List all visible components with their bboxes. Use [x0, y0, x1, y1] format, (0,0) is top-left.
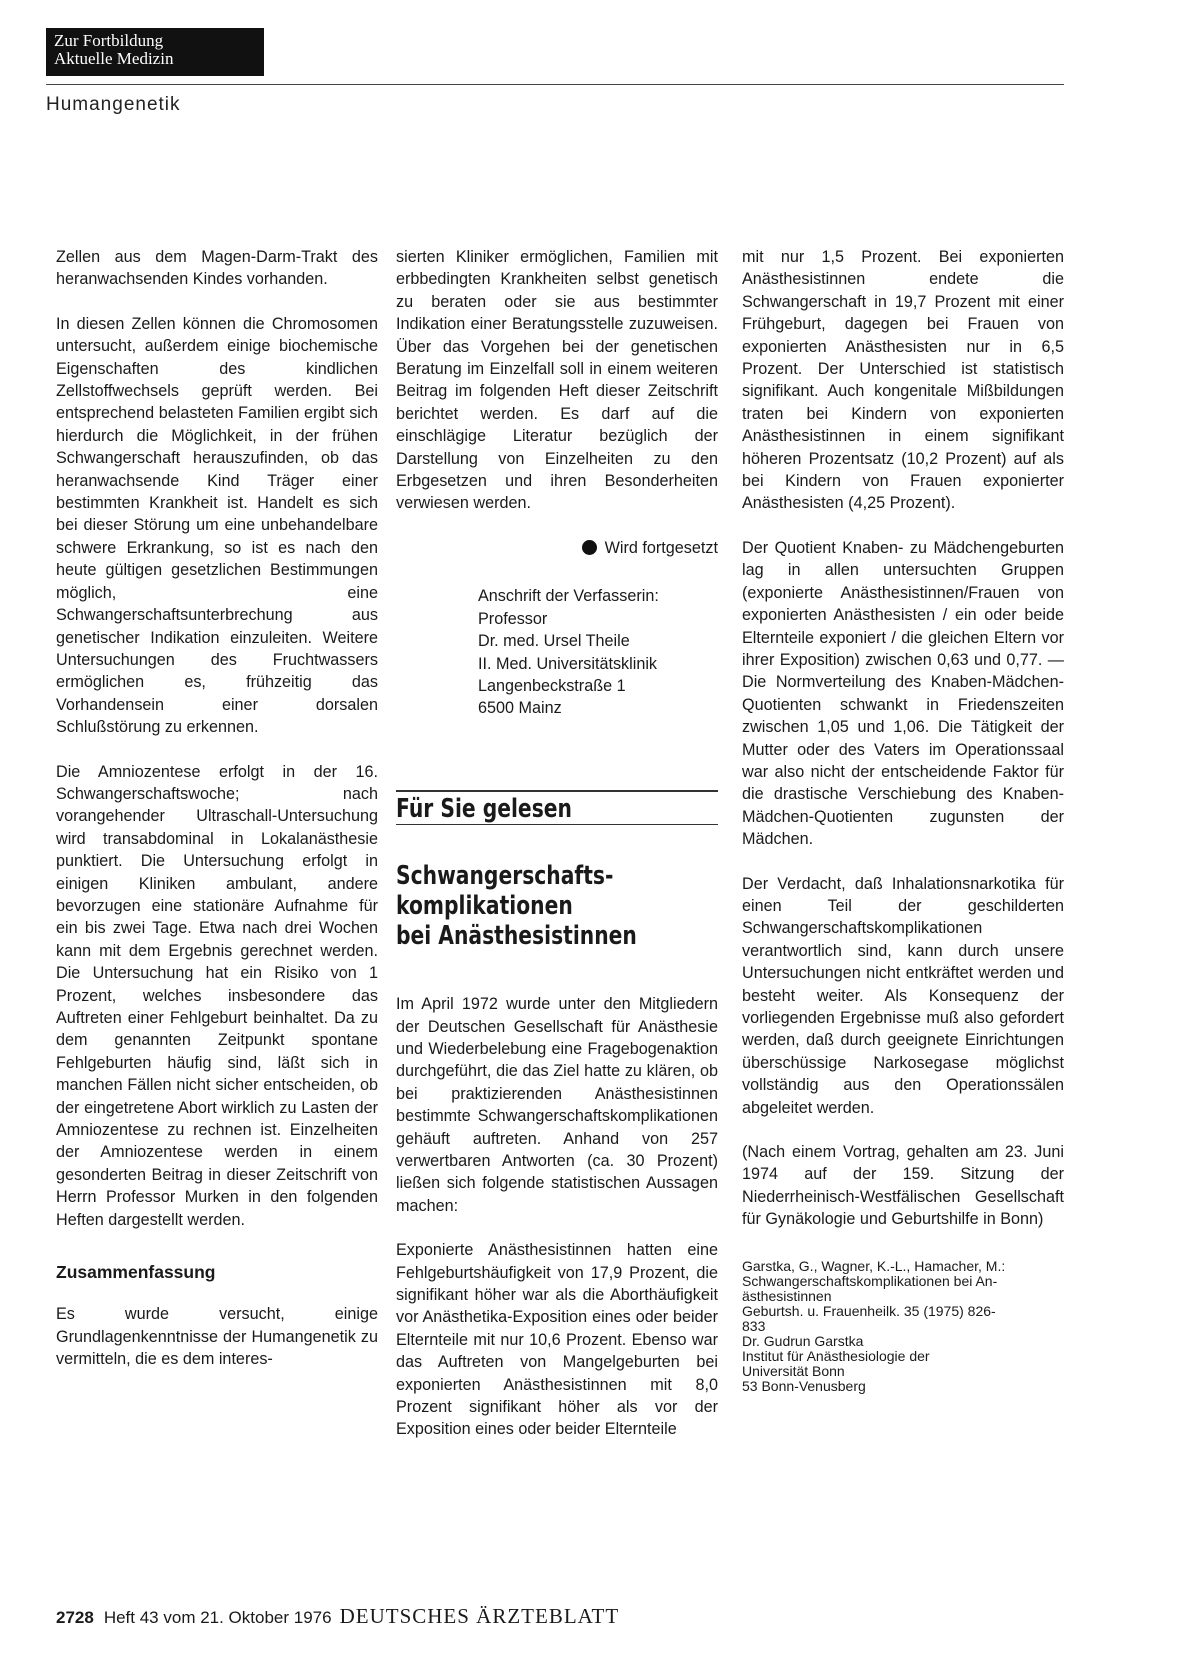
page-footer	[56, 1604, 619, 1629]
reference-block	[742, 1259, 1064, 1394]
rubric-rule-top	[396, 790, 718, 792]
paragraph: Der Quotient Knaben- zu Mädchengeburten lag in allen untersuchten Gruppen (exponierte Anästhesistinnen/Frauen von exponierten Anästhesisten / ein oder beide Elternteile exponiert / die gleichen Eltern vor ihrer Exposition) zwischen 0,63 und 0,77. — Die Normverteilung des Knaben-Mädchen-Quotienten schwankt in Friedenszeiten zwischen 1,05 und 1,06. Die Tätigkeit der Mutter oder des Vaters im Operationssaal war also nicht der entscheidende Faktor für die drastische Verschiebung des Knaben-Mädchen-Quotienten zugunsten der Mädchen.	[742, 538, 1064, 849]
magazine-name: DEUTSCHES ÄRZTEBLATT	[339, 1604, 620, 1628]
reference-line: ästhesistinnen	[742, 1287, 832, 1304]
reference-line: 53 Bonn-Venusberg	[742, 1377, 866, 1394]
continued-label: Wird fortgesetzt	[604, 538, 718, 557]
article-title	[396, 861, 647, 951]
paragraph: Es wurde versucht, einige Grundlagenkenntnisse der Humangenetik zu vermitteln, die es dem interes-	[56, 1305, 378, 1369]
reference-line: Dr. Gudrun Garstka	[742, 1332, 864, 1349]
reference-line: Schwangerschaftskomplikationen bei An-	[742, 1272, 998, 1289]
title-line: bei Anästhesistinnen	[396, 921, 637, 952]
paragraph: Zellen aus dem Magen-Darm-Trakt des heranwachsenden Kindes vorhanden.	[56, 248, 378, 289]
paragraph: (Nach einem Vortrag, gehalten am 23. Juni 1974 auf der 159. Sitzung der Niederrheinisch-Westfälischen Gesellschaft für Gynäkologie und Geburtshilfe in Bonn)	[742, 1143, 1064, 1229]
rubric-line-1: Zur Fortbildung	[54, 31, 164, 50]
header-rule	[46, 84, 1064, 85]
column-2	[396, 246, 718, 1463]
paragraph: sierten Kliniker ermöglichen, Familien mit erbbedingten Krankheiten selbst genetisch zu beraten oder sie aus bestimmter Indikation einer Beratungsstelle zuzuweisen. Über das Vorgehen bei der genetischen Beratung im Einzelfall soll in einem weiteren Beitrag im folgenden Heft dieser Zeitschrift berichtet werden. Es darf auf die einschlägige Literatur bezüglich der Darstellung von Einzelheiten zu den Erbgesetzen und ihren Besonderheiten verwiesen werden.	[396, 248, 718, 513]
address-line: Professor	[478, 609, 548, 628]
address-line: Anschrift der Verfasserin:	[478, 587, 659, 606]
address-line: Langenbeckstraße 1	[478, 676, 626, 695]
reference-line: Garstka, G., Wagner, K.-L., Hamacher, M.:	[742, 1257, 1006, 1274]
paragraph: Der Verdacht, daß Inhalationsnarkotika für einen Teil der geschilderten Schwangerschaftskomplikationen verantwortlich sind, kann durch unsere Untersuchungen nicht entkräftet werden und besteht weiter. Als Konsequenz der vorliegenden Ergebnisse muß also gefordert werden, daß durch geeignete Einrichtungen überschüssige Narkosegase möglichst vollständig aus den Operationssälen abgeleitet werden.	[742, 874, 1064, 1117]
page-number: 2728	[56, 1608, 94, 1627]
rubric-box	[46, 28, 264, 76]
rubric-rule-bottom	[396, 824, 718, 825]
bullet-icon	[582, 540, 597, 555]
reference-line: Universität Bonn	[742, 1362, 845, 1379]
issue-info: Heft 43 vom 21. Oktober 1976	[103, 1608, 332, 1627]
rubric-line-2: Aktuelle Medizin	[54, 49, 174, 68]
summary-heading: Zusammenfassung	[56, 1262, 216, 1283]
title-line: komplikationen	[396, 891, 573, 922]
column-1	[56, 246, 378, 1393]
address-line: 6500 Mainz	[478, 699, 562, 718]
continued-note	[396, 537, 718, 559]
paragraph: In diesen Zellen können die Chromosomen untersucht, außerdem einige biochemische Eigenschaften des kindlichen Zellstoffwechsels geprüft werden. Bei entsprechend belasteten Familien ergibt sich hierdurch die Möglichkeit, in der frühen Schwangerschaft herauszufinden, ob das heranwachsende Kind Träger einer bestimmten Krankheit ist. Handelt es sich bei dieser Störung um eine unbehandelbare schwere Erkrankung, so ist es nach den heute gültigen gesetzlichen Bestimmungen möglich, eine Schwangerschaftsunterbrechung aus genetischer Indikation einzuleiten. Weitere Untersuchungen des Fruchtwassers ermöglichen es, frühzeitig das Vorhandensein einer dorsalen Schlußstörung zu erkennen.	[56, 314, 378, 737]
reference-line: Geburtsh. u. Frauenheilk. 35 (1975) 826-	[742, 1302, 996, 1319]
title-line: Schwangerschafts-	[396, 861, 614, 892]
paragraph: Die Amniozentese erfolgt in der 16. Schwangerschaftswoche; nach vorangehender Ultraschall-Untersuchung wird transabdominal in Lokalanästhesie punktiert. Die Untersuchung erfolgt in einigen Kliniken ambulant, andere bevorzugen eine stationäre Aufnahme für ein bis zwei Tage. Etwa nach drei Wochen kann mit dem Ergebnis gerechnet werden. Die Untersuchung hat ein Risiko von 1 Prozent, welches insbesondere das Auftreten einer Fehlgeburt beinhaltet. Da zu dem genannten Zeitpunkt spontane Fehlgeburten häufig sind, läßt sich in manchen Fällen nicht sicher entscheiden, ob der eingetretene Abort wirklich zu Lasten der Amniozentese zu rechnen ist. Einzelheiten der Amniozentese werden in einem gesonderten Beitrag in dieser Zeitschrift von Herrn Professor Murken in den folgenden Heften dargestellt werden.	[56, 762, 378, 1229]
paragraph: Im April 1972 wurde unter den Mitgliedern der Deutschen Gesellschaft für Anästhesie und Wiederbelebung eine Fragebogenaktion durchgeführt, die das Ziel hatte zu klären, ob bei praktizierenden Anästhesistinnen bestimmte Schwangerschaftskomplikationen gehäuft auftreten. Anhand von 257 verwertbaren Antworten (ca. 30 Prozent) ließen sich folgende statistischen Aussagen machen:	[396, 995, 718, 1215]
address-line: II. Med. Universitätsklinik	[478, 654, 658, 673]
reference-line: 833	[742, 1317, 766, 1334]
paragraph: Exponierte Anästhesistinnen hatten eine Fehlgeburtshäufigkeit von 17,9 Prozent, die signifikant höher war als die Aborthäufigkeit vor Anästhetika-Exposition eines oder beider Elternteile mit nur 10,6 Prozent. Ebenso war das Auftreten von Mangelgeburten bei exponierten Anästhesistinnen mit 8,0 Prozent signifikant höher als vor der Exposition eines oder beider Elternteile	[396, 1241, 718, 1439]
column-3	[742, 246, 1064, 1394]
address-line: Dr. med. Ursel Theile	[478, 632, 630, 651]
reference-line: Institut für Anästhesiologie der	[742, 1347, 930, 1364]
section-label: Humangenetik	[46, 94, 181, 115]
rubric-heading: Für Sie gelesen	[396, 793, 572, 824]
paragraph: mit nur 1,5 Prozent. Bei exponierten Anästhesistinnen endete die Schwangerschaft in 19,7 Prozent mit einer Frühgeburt, dagegen bei Frauen von exponierten Anästhesisten nur in 6,5 Prozent. Der Unterschied ist statistisch signifikant. Auch kongenitale Mißbildungen traten bei Kindern von exponierten Anästhesistinnen in einem signifikant höheren Prozentsatz (10,2 Prozent) auf als bei Kindern von Frauen exponierter Anästhesisten (4,25 Prozent).	[742, 248, 1064, 513]
author-address	[478, 585, 718, 719]
